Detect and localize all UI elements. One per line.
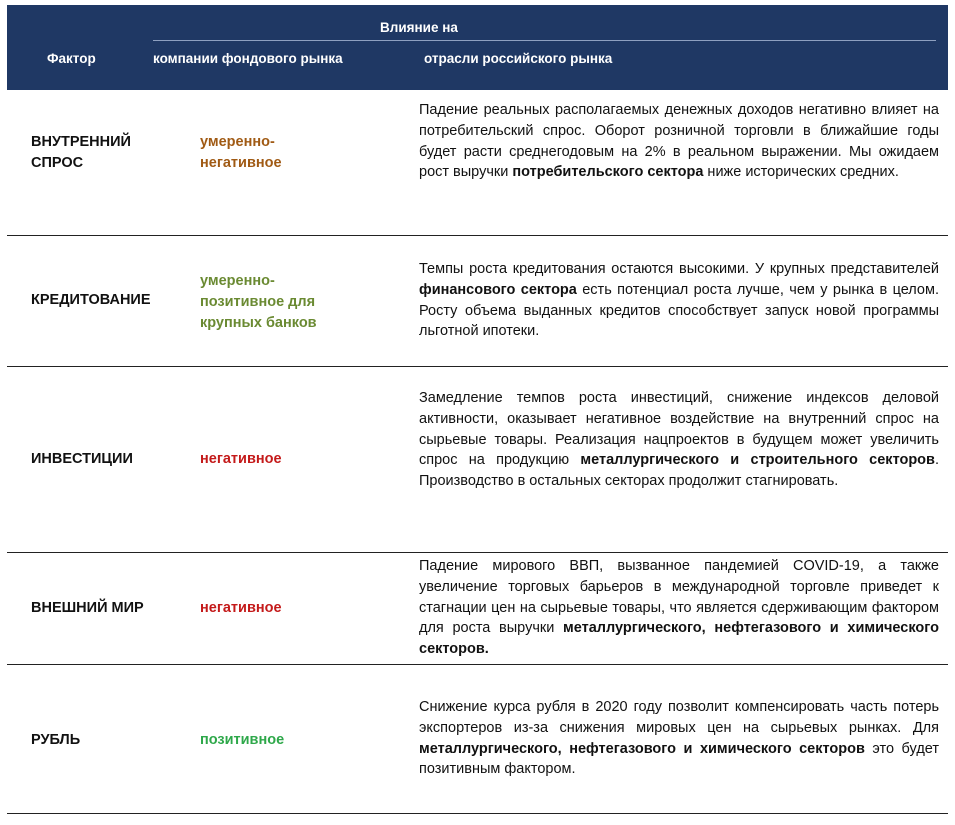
impact-cell: позитивное [200, 732, 285, 748]
header-companies: компании фондового рынка [153, 51, 343, 66]
description-text: Темпы роста кредитования остаются высокими. У крупных представителей [419, 261, 939, 277]
description-cell [419, 556, 939, 660]
header-divider [153, 40, 936, 41]
table-row-ruble [7, 665, 948, 814]
impact-cell: умеренно-позитивное для крупных банков [200, 273, 317, 331]
table-row-external-world [7, 553, 948, 665]
description-text: это будет позитивным фактором. [419, 740, 939, 778]
description-cell [419, 388, 939, 492]
header-factor: Фактор [47, 51, 96, 66]
description-cell [419, 259, 939, 342]
impact-cell: умеренно-негативное [200, 134, 282, 171]
description-text: ниже исторических средних. [703, 164, 899, 181]
header-influence-on: Влияние на [380, 20, 458, 35]
sector-highlight: металлургического, нефтегазового и химического секторов [419, 740, 865, 757]
factor-cell: ИНВЕСТИЦИИ [31, 451, 133, 467]
factor-cell: РУБЛЬ [31, 732, 81, 748]
sector-highlight: потребительского сектора [512, 164, 704, 181]
table-row-investment [7, 367, 948, 553]
description-text: Снижение курса рубля в 2020 году позволит компенсировать часть потерь экспортеров из-за снижения мировых цен на сырьевых рынках. Для [419, 699, 939, 736]
factor-cell: ВНУТРЕННИЙ СПРОС [31, 134, 131, 171]
description-text: есть потенциал роста лучше, чем у рынка в целом. Росту объема выданных кредитов способствует запуск новой программы льготной ипотеки. [419, 281, 939, 340]
description-text: Падение реальных располагаемых денежных доходов негативно влияет на потребительский спрос. Оборот розничной торговли в ближайшие годы будет расти среднегодовым на 2% в реальном выражении. Мы ожидаем рост выручки [419, 102, 939, 181]
description-cell [419, 697, 939, 780]
header-sectors: отрасли российского рынка [424, 51, 613, 66]
sector-highlight: металлургического и строительного секторов [580, 452, 935, 469]
table-row-lending [7, 236, 948, 367]
description-cell [419, 100, 939, 183]
description-text: . Производство в остальных секторах продолжит стагнировать. [419, 452, 939, 490]
factor-cell: КРЕДИТОВАНИЕ [31, 292, 151, 308]
sector-highlight: металлургического, нефтегазового и химического секторов. [419, 620, 939, 658]
description-text: Падение мирового ВВП, вызванное пандемией COVID-19, а также увеличение торговых барьеров в международной торговле приведет к стагнации цен на сырьевые товары, что является сдерживающим фактором для роста выручки [419, 558, 939, 637]
sector-highlight: финансового сектора [419, 281, 577, 298]
description-text: Замедление темпов роста инвестиций, снижение индексов деловой активности, оказывает негативное воздействие на внутренний спрос на сырьевые товары. Реализация нацпроектов в будущем может увеличить спрос на продукцию [419, 390, 939, 469]
table-header [7, 5, 948, 90]
impact-cell: негативное [200, 451, 282, 467]
factor-cell: ВНЕШНИЙ МИР [31, 600, 144, 616]
table-row-domestic-demand [7, 90, 948, 236]
impact-cell: негативное [200, 600, 282, 616]
